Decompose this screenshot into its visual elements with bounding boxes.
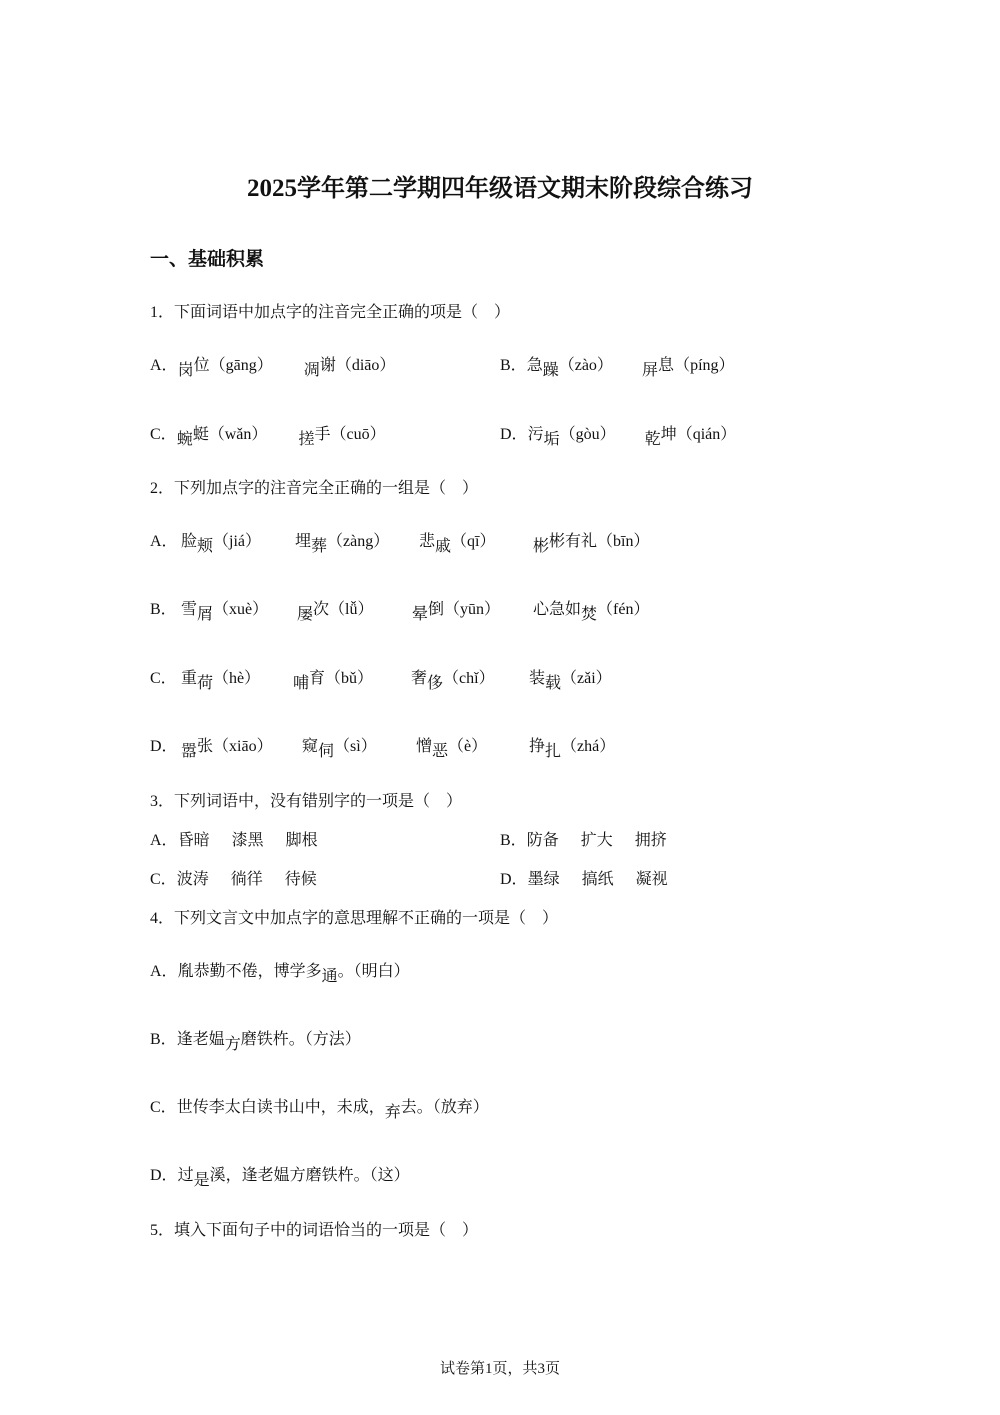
text-segment: 急 <box>526 355 543 374</box>
dotted-char: 乾 <box>644 429 661 448</box>
text-segment: C． <box>150 426 177 443</box>
dotted-char: 方 <box>224 1034 241 1053</box>
text-segment: 徜徉 <box>230 869 263 888</box>
text-segment: 磨铁杵。（方法） <box>240 1029 361 1048</box>
pinyin-text: （jiá） <box>213 533 262 550</box>
text-segment: 搞纸 <box>581 869 614 888</box>
text-segment: 脸 <box>181 531 198 550</box>
text-segment: C． <box>150 871 177 888</box>
q2-b-item-2 <box>297 596 374 623</box>
q4-option-a <box>150 958 410 985</box>
q2-a-item-4 <box>533 528 650 555</box>
pinyin-text: （chǐ） <box>443 670 495 687</box>
q2-d-item-1 <box>181 733 273 760</box>
question-4 <box>150 905 558 928</box>
q3-option-a <box>150 827 318 850</box>
text-segment: 污 <box>527 424 544 443</box>
text-segment: 育 <box>309 668 326 687</box>
text-segment: 去。（放弃） <box>400 1097 489 1116</box>
dotted-char: 弃 <box>384 1102 401 1121</box>
pinyin-text: （è） <box>448 738 488 755</box>
text-segment: 漆黑 <box>231 830 264 849</box>
q2-b-item-1 <box>181 596 269 623</box>
text-segment: 试卷第 <box>439 1359 485 1377</box>
question-2 <box>150 475 478 498</box>
pinyin-text: （xuè） <box>213 601 269 618</box>
question-text: 下面词语中加点字的注音完全正确的项是（ ） <box>174 302 511 321</box>
pinyin-text: （cuō） <box>330 426 386 443</box>
dotted-char: 是 <box>193 1170 210 1189</box>
text-segment: 页，共 <box>492 1359 538 1377</box>
text-segment: A． <box>150 963 178 980</box>
question-text: 下列词语中，没有错别字的一项是（ ） <box>174 791 463 810</box>
dotted-char: 扎 <box>545 741 562 760</box>
section-heading: 一、基础积累 <box>150 248 265 270</box>
pinyin-text: （píng） <box>674 357 735 374</box>
text-segment: 次 <box>313 599 330 618</box>
question-1 <box>150 299 510 322</box>
dotted-char: 蜿 <box>176 429 193 448</box>
dotted-char: 屡 <box>297 604 314 623</box>
text-segment: D． <box>150 738 178 755</box>
pinyin-text: （qī） <box>451 533 496 550</box>
text-segment: D． <box>150 1167 178 1184</box>
dotted-char: 晕 <box>412 604 429 623</box>
text-segment: 待候 <box>284 869 317 888</box>
text-segment: 1 <box>484 1361 493 1377</box>
dotted-char: 侈 <box>427 673 444 692</box>
pinyin-text: （sì） <box>334 738 377 755</box>
q2-c-item-2 <box>293 665 374 692</box>
text-segment: D． <box>500 871 528 888</box>
pinyin-text: （gāng） <box>209 357 273 374</box>
q2-c-item-1 <box>181 665 261 692</box>
text-segment: 谢 <box>319 355 336 374</box>
q2-c-item-3 <box>411 665 495 692</box>
text-segment: 装 <box>529 668 546 687</box>
text-segment: 防备 <box>526 830 559 849</box>
question-number: 4． <box>150 910 175 927</box>
dotted-char: 载 <box>545 673 562 692</box>
question-text: 下列加点字的注音完全正确的一组是（ ） <box>174 478 479 497</box>
q2-option-a <box>150 528 178 551</box>
text-segment: 拥挤 <box>634 830 667 849</box>
q2-a-item-3 <box>419 528 496 555</box>
question-number: 1． <box>150 304 175 321</box>
text-segment: 重 <box>181 668 198 687</box>
q2-a-item-1 <box>181 528 262 555</box>
pinyin-text: （bǔ） <box>325 670 374 687</box>
text-segment: 凝视 <box>635 869 668 888</box>
text-segment: C． <box>150 670 177 687</box>
q1-option-a <box>150 352 396 379</box>
text-segment: 世传李太白读书山中，未成， <box>176 1097 385 1116</box>
text-segment: 心急如 <box>533 599 582 618</box>
pinyin-text: （xiāo） <box>213 738 273 755</box>
pinyin-text: （fén） <box>597 601 650 618</box>
text-segment: A． <box>150 357 178 374</box>
text-segment: 昏暗 <box>177 830 210 849</box>
dotted-char: 焚 <box>581 604 598 623</box>
q2-c-item-4 <box>529 665 612 692</box>
text-segment: 3 <box>537 1361 545 1377</box>
dotted-char: 凋 <box>303 360 320 379</box>
text-segment: 埋 <box>295 531 312 550</box>
q2-d-item-2 <box>302 733 377 760</box>
text-segment: 过 <box>177 1165 194 1184</box>
q4-option-b <box>150 1026 361 1053</box>
q2-d-item-4 <box>529 733 616 760</box>
question-3 <box>150 788 462 811</box>
dotted-char: 恶 <box>432 741 449 760</box>
text-segment: 页 <box>545 1359 561 1377</box>
question-number: 5． <box>150 1222 175 1239</box>
dotted-char: 屏 <box>642 360 659 379</box>
dotted-char: 搓 <box>298 429 315 448</box>
dotted-char: 躁 <box>542 360 559 379</box>
q2-a-item-2 <box>295 528 390 555</box>
text-segment: B． <box>500 832 527 849</box>
text-segment: B． <box>150 601 177 618</box>
dotted-char: 通 <box>321 966 338 985</box>
text-segment: 雪 <box>181 599 198 618</box>
dotted-char: 垢 <box>543 429 560 448</box>
pinyin-text: （wǎn） <box>208 426 268 443</box>
question-number: 2． <box>150 480 175 497</box>
pinyin-text: （qián） <box>676 426 737 443</box>
text-segment: 窥 <box>302 736 319 755</box>
text-segment: 蜓 <box>192 424 209 443</box>
q2-b-item-3 <box>412 596 501 623</box>
q1-option-d <box>500 421 737 448</box>
pinyin-text: （zàng） <box>327 533 390 550</box>
question-number: 3． <box>150 793 175 810</box>
pinyin-text: （zào） <box>558 357 613 374</box>
text-segment: 悲 <box>419 531 436 550</box>
dotted-char: 嚣 <box>181 741 198 760</box>
text-segment: 彬有礼 <box>549 531 598 550</box>
dotted-char: 岗 <box>177 360 194 379</box>
pinyin-text: （gòu） <box>559 426 616 443</box>
q4-option-c <box>150 1094 489 1121</box>
text-segment: 憎 <box>416 736 433 755</box>
q4-option-d <box>150 1162 410 1189</box>
text-segment: 逢老媪 <box>176 1029 225 1048</box>
text-segment: 。（明白） <box>337 961 410 980</box>
pinyin-text: （zhá） <box>561 738 616 755</box>
text-segment: 息 <box>658 355 675 374</box>
q1-option-c <box>150 421 386 448</box>
text-segment: 墨绿 <box>527 869 560 888</box>
pinyin-text: （hè） <box>213 670 261 687</box>
dotted-char: 荷 <box>197 673 214 692</box>
pinyin-text: （lǚ） <box>329 601 374 618</box>
q1-option-b <box>500 352 735 379</box>
text-segment: 波涛 <box>176 869 209 888</box>
page-title <box>0 168 1000 203</box>
text-segment: 挣 <box>529 736 546 755</box>
pinyin-text: （diāo） <box>335 357 396 374</box>
text-segment: D． <box>500 426 528 443</box>
text-segment: A． <box>150 832 178 849</box>
text-segment: 位 <box>193 355 210 374</box>
dotted-char: 颊 <box>197 536 214 555</box>
text-segment: 张 <box>197 736 214 755</box>
text-segment: C． <box>150 1099 177 1116</box>
q3-option-b <box>500 827 667 850</box>
q3-option-d <box>500 866 668 889</box>
q2-d-item-3 <box>416 733 488 760</box>
page-footer <box>0 1357 1000 1378</box>
title-text: 学年第二学期四年级语文期末阶段综合练习 <box>297 174 753 202</box>
dotted-char: 彬 <box>533 536 550 555</box>
dotted-char: 戚 <box>435 536 452 555</box>
text-segment: B． <box>500 357 527 374</box>
question-text: 填入下面句子中的词语恰当的一项是（ ） <box>174 1220 479 1239</box>
question-5 <box>150 1217 478 1240</box>
text-segment: 脚根 <box>285 830 318 849</box>
text-segment: 倒 <box>428 599 445 618</box>
q3-option-c <box>150 866 317 889</box>
question-text: 下列文言文中加点字的意思理解不正确的一项是（ ） <box>174 908 559 927</box>
q2-option-c <box>150 665 177 688</box>
q2-b-item-4 <box>533 596 650 623</box>
q2-option-b <box>150 596 177 619</box>
text-segment: 扩大 <box>580 830 613 849</box>
dotted-char: 屑 <box>197 604 214 623</box>
text-segment: 胤恭勤不倦，博学多 <box>177 961 322 980</box>
dotted-char: 哺 <box>293 673 310 692</box>
text-segment: 坤 <box>660 424 677 443</box>
text-segment: 溪，逢老媪方磨铁杵。（这） <box>209 1165 410 1184</box>
pinyin-text: （zǎi） <box>561 670 612 687</box>
dotted-char: 葬 <box>311 536 328 555</box>
text-segment: 奢 <box>411 668 428 687</box>
pinyin-text: （yūn） <box>444 601 501 618</box>
dotted-char: 伺 <box>318 741 335 760</box>
text-segment: A． <box>150 533 178 550</box>
text-segment: B． <box>150 1031 177 1048</box>
q2-option-d <box>150 733 178 756</box>
pinyin-text: （bīn） <box>597 533 650 550</box>
title-year: 2025 <box>247 175 297 202</box>
text-segment: 手 <box>314 424 331 443</box>
